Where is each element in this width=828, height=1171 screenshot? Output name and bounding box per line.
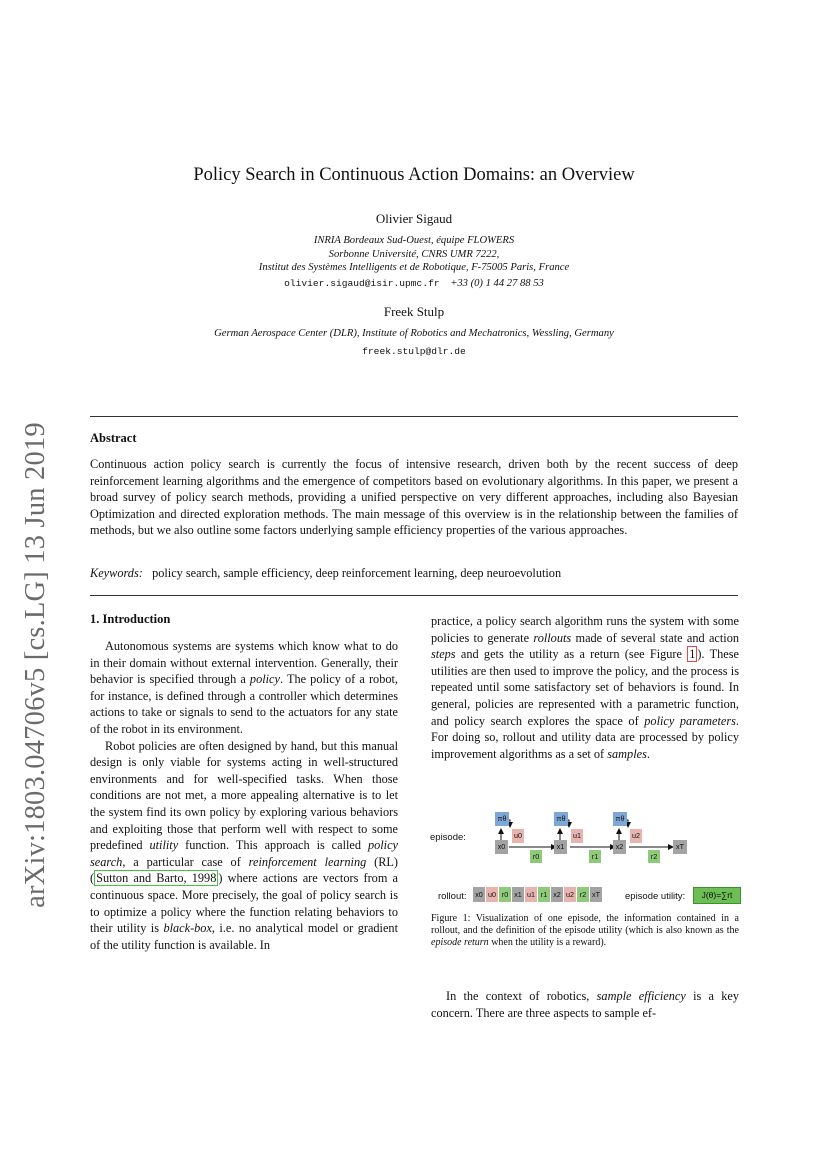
author-email-2[interactable]: freek.stulp@dlr.de	[362, 346, 466, 357]
state-box-0: x0	[495, 840, 508, 854]
figure-caption: Figure 1: Visualization of one episode, the information contained in a rollout, and the definition of the episode utility (which is also known as the episode return when the utility is a reward).	[431, 913, 739, 949]
episode-figure	[426, 805, 741, 910]
paper-title: Policy Search in Continuous Action Domains: an Overview	[193, 165, 635, 185]
action-box-2: u2	[630, 829, 642, 843]
left-column	[90, 638, 398, 953]
rollout-item-1: u0	[486, 887, 498, 902]
affiliation-1-line-2: Sorbonne Université, CNRS UMR 7222,	[328, 249, 500, 260]
keywords-text: policy search, sample efficiency, deep reinforcement learning, deep neuroevolution	[152, 566, 562, 580]
rollout-item-0: x0	[473, 887, 485, 902]
state-box-terminal: xT	[673, 840, 687, 854]
rollout-strip	[473, 887, 603, 902]
author-name-2: Freek Stulp	[383, 304, 445, 319]
affiliation-1-line-3: Institut des Systèmes Intelligents et de Robotique, F-75005 Paris, France	[258, 262, 570, 273]
affiliation-2: German Aerospace Center (DLR), Institute of Robotics and Mechatronics, Wessling, Germany	[214, 328, 614, 339]
utility-formula-box: J(θ)=∑rt	[693, 887, 741, 904]
citation-link[interactable]: Sutton and Barto, 1998	[96, 871, 217, 886]
right-paragraph-2: In the context of robotics, sample efficiency is a key concern. There are three aspects to sample ef-	[431, 989, 739, 1020]
episode-label: episode:	[430, 832, 466, 843]
rollout-item-5: r1	[538, 887, 550, 902]
rollout-item-4: u1	[525, 887, 537, 902]
contact-line-2	[0, 341, 828, 359]
abstract-text: Continuous action policy search is currently the focus of intensive research, driven both by the recent success of deep reinforcement learning algorithms and the emergence of competitors based on evolutionary algorithms. In this paper, we present a broad survey of policy search methods, providing a unified perspective on very different approaches, including also Bayesian Optimization and directed exploration methods. The main message of this overview is in the relationship between the families of methods, but we also outline some factors underlying sample efficiency properties of the various approaches.	[90, 457, 738, 538]
figure-reference-link[interactable]: 1	[689, 647, 696, 662]
right-paragraph-1: practice, a policy search algorithm runs the system with some policies to generate rollouts made of several state and action steps and gets the utility as a return (see Figure 1 ). These utilities are then used to improve the policy, and the process is repeated until some satisfactory set of behaviors is found. In general, policies are represented with a parametric function, and policy search explores the space of policy parameters. For doing so, rollout and utility data are processed by policy improvement algorithms as a set of samples.	[431, 614, 740, 761]
action-box-0: u0	[512, 829, 524, 843]
affiliation-1-line-1: INRIA Bordeaux Sud-Ouest, équipe FLOWERS	[313, 235, 515, 246]
right-column-bottom	[431, 988, 739, 1021]
author-name-1: Olivier Sigaud	[375, 211, 453, 226]
contact-line-1	[0, 278, 828, 289]
author-email-1[interactable]: olivier.sigaud@isir.upmc.fr	[284, 278, 440, 289]
rollout-item-3: x1	[512, 887, 524, 902]
reward-box-2: r2	[648, 850, 660, 863]
keywords-label: Keywords:	[90, 566, 143, 580]
top-rule	[90, 416, 738, 417]
abstract-heading: Abstract	[90, 431, 137, 445]
policy-box-1: πθ	[554, 812, 568, 826]
utility-label: episode utility:	[625, 891, 686, 902]
rollout-item-7: u2	[564, 887, 576, 902]
rollout-label: rollout:	[438, 891, 467, 902]
action-box-1: u1	[571, 829, 583, 843]
state-box-1: x1	[554, 840, 567, 854]
left-paragraph-2: Robot policies are often designed by hand, but this manual design is only viable for systems acting in well-structured environments and for well-specified tasks. When those conditions are not met, a more appealing alternative is to let the system find its own policy by exploring various behaviors and exploiting those that perform well with respect to some predefined utility function. This approach is called policy search, a particular case of reinforcement learning (RL) ( Sutton and Barto, 1998 ) where actions are vectors from a continuous space. More precisely, the goal of policy search is to optimize a policy where the function relating behaviors to their utility is black-box, i.e. no analytical model or gradient of the utility function is available. In	[90, 738, 399, 952]
rollout-item-6: x2	[551, 887, 563, 902]
arxiv-identifier: arXiv:1803.04706v5 [cs.LG] 13 Jun 2019	[20, 422, 51, 908]
reward-box-0: r0	[530, 850, 542, 863]
reward-box-1: r1	[589, 850, 601, 863]
policy-box-2: πθ	[613, 812, 627, 826]
rollout-item-2: r0	[499, 887, 511, 902]
policy-box-0: πθ	[495, 812, 509, 826]
section-heading: 1. Introduction	[90, 612, 171, 626]
state-box-2: x2	[613, 840, 626, 854]
author-phone-1: +33 (0) 1 44 27 88 53	[450, 278, 544, 289]
keywords-line	[90, 566, 561, 581]
left-paragraph-1: Autonomous systems are systems which know what to do in their domain without external intervention. Generally, their behavior is specified through a policy. The policy of a robot, for instance, is defined through a controller which determines actions to take or signals to send to the actuators for any state of the robot in its environment.	[90, 639, 398, 736]
rollout-item-9: xT	[590, 887, 602, 902]
right-column-top	[431, 613, 739, 762]
bottom-rule	[90, 595, 738, 596]
rollout-item-8: r2	[577, 887, 589, 902]
